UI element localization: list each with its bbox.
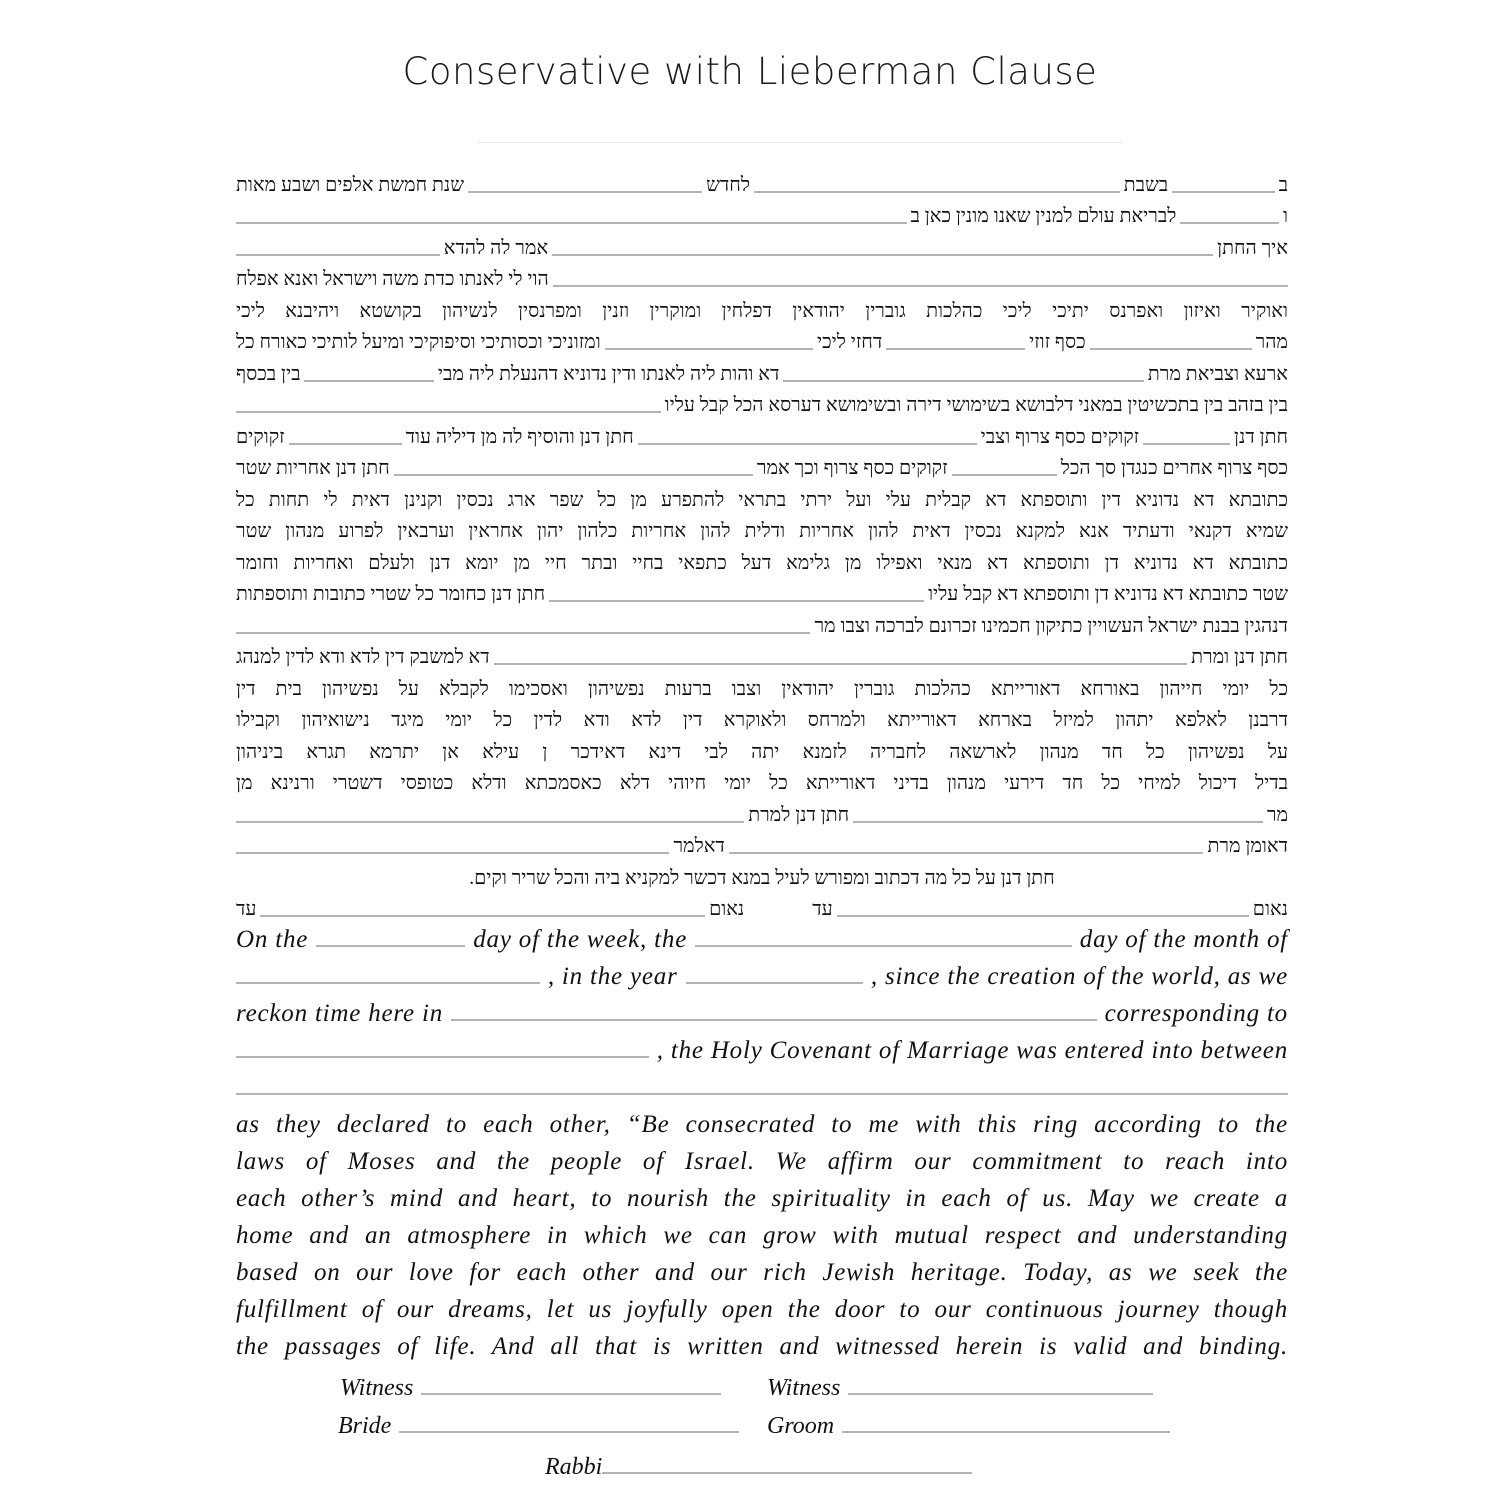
fill-in-blank-line bbox=[451, 1019, 1097, 1021]
text-segment: דאלמר bbox=[673, 836, 725, 857]
signature-bride bbox=[338, 1408, 739, 1440]
text-segment: זקוקים כסף צרוף וכך אמר bbox=[756, 458, 948, 479]
hebrew-line bbox=[236, 387, 1288, 419]
hebrew-line bbox=[236, 639, 1288, 671]
text-segment: חתן דנן למרת bbox=[748, 804, 850, 826]
hebrew-line bbox=[236, 733, 1288, 765]
text-segment: fulfillment of our dreams, let us joyfully open the door to our continuous journey though bbox=[236, 1296, 1288, 1323]
fill-in-blank-line bbox=[394, 474, 753, 476]
text-segment: ב bbox=[1278, 174, 1288, 196]
fill-in-blank-line bbox=[686, 982, 863, 984]
hebrew-line bbox=[236, 607, 1288, 639]
text-segment: נאום bbox=[709, 899, 745, 920]
text-segment: ו bbox=[1283, 206, 1288, 227]
hebrew-line bbox=[236, 450, 1288, 482]
text-segment: מהר bbox=[1255, 332, 1288, 353]
text-segment: כסף זוזי bbox=[1029, 332, 1086, 353]
text-segment: שמיא דקנאי ודעתיד אנא למקנא נכסין דאית להון אחריות ודלית להון אחריות כלהון יהון אחראין וערבאין לפרוע מנהון שטר bbox=[236, 521, 1288, 542]
witness-2-label: Witness bbox=[767, 1375, 841, 1401]
text-segment: On the bbox=[236, 926, 309, 953]
fill-in-blank-line bbox=[236, 254, 440, 256]
text-segment: דא למשבק דין לדא ודא לדין למנהג bbox=[236, 647, 490, 668]
hebrew-line bbox=[236, 702, 1288, 734]
text-segment: the passages of life. And all that is written and witnessed herein is valid and binding. bbox=[236, 1333, 1288, 1360]
english-paragraph-line bbox=[236, 1103, 1288, 1140]
hebrew-line bbox=[236, 292, 1288, 324]
text-segment: חתן דנן על כל מה דכתוב ומפורש לעיל במנא דכשר למקניא ביה והכל שריר וקים. bbox=[469, 867, 1055, 889]
hebrew-line bbox=[236, 481, 1288, 513]
text-segment: שנת חמשת אלפים ושבע מאות bbox=[236, 174, 465, 196]
fill-in-blank-line bbox=[552, 254, 1213, 256]
hebrew-line bbox=[236, 198, 1288, 230]
fill-in-blank-line bbox=[783, 380, 1144, 382]
text-segment: day of the month of bbox=[1079, 926, 1288, 953]
signature-rabbi bbox=[545, 1449, 972, 1481]
text-segment: חתן דנן כחומר כל שטרי כתובות ותוספתות bbox=[236, 584, 546, 605]
text-segment: זקוקים כסף צרוף וצבי bbox=[980, 426, 1140, 448]
text-segment: חתן דנן ומרת bbox=[1191, 647, 1288, 668]
witness-1-signature-line bbox=[421, 1393, 721, 1395]
fill-in-blank-line bbox=[260, 915, 705, 917]
text-segment: חתן דנן bbox=[1234, 426, 1288, 448]
groom-signature-line bbox=[842, 1431, 1170, 1433]
text-segment: חתן דנן אחריות שטר bbox=[236, 458, 390, 479]
text-segment: בין בזהב בין בתכשיטין במאני דלבושא בשימושי דירה ובשימושא דערסא הכל קבל עליו bbox=[664, 395, 1288, 416]
fill-in-blank-line bbox=[289, 443, 402, 445]
fill-in-blank-line bbox=[729, 852, 1204, 854]
hebrew-line bbox=[236, 544, 1288, 576]
text-segment: day of the week, the bbox=[473, 926, 688, 953]
hebrew-line bbox=[236, 513, 1288, 545]
hebrew-line bbox=[236, 261, 1288, 293]
text-segment: בשבת bbox=[1123, 174, 1169, 196]
text-segment: הוי לי לאנתו כדת משה וישראל ואנא אפלח bbox=[236, 269, 549, 290]
english-fill-line bbox=[236, 918, 1288, 955]
hebrew-line bbox=[236, 828, 1288, 860]
fill-in-blank-line bbox=[853, 821, 1263, 823]
text-segment: דנהגין בבנת ישראל העשויין כתיקון חכמינו זכרונם לברכה וצבו מר bbox=[814, 615, 1288, 637]
text-segment: איך החתן bbox=[1217, 237, 1288, 259]
fill-in-blank-line bbox=[236, 222, 907, 224]
text-segment: , in the year bbox=[547, 963, 678, 990]
text-segment: as they declared to each other, “Be consecrated to me with this ring according to the bbox=[236, 1111, 1288, 1138]
witness-1-label: Witness bbox=[340, 1375, 414, 1401]
text-segment: ואוקיר ואיזון ואפרנס יתיכי ליכי כהלכות גוברין יהודאין דפלחין ומוקרין וזנין ומפרנסין לנשיהון בקושטא ויהיבנא ליכי bbox=[236, 300, 1288, 322]
text-segment: דרבנן לאלפא יתהון למיזל בארחא דאורייתא ולמרחס ולאוקרא דין לדא ודא לדין כל יומי מיגד נישואיהון וקבילו bbox=[236, 710, 1288, 731]
text-segment: חתן דנן והוסיף לה מן דיליה עוד bbox=[405, 426, 634, 448]
fill-in-blank-line bbox=[837, 915, 1249, 917]
witness-2-signature-line bbox=[848, 1393, 1153, 1395]
fill-in-blank-line bbox=[549, 600, 924, 602]
fill-in-blank-line bbox=[553, 285, 1288, 287]
hebrew-line bbox=[236, 859, 1288, 891]
signature-groom bbox=[767, 1408, 1170, 1440]
hebrew-line bbox=[236, 670, 1288, 702]
text-segment: כתובתא דא נדוניא דין ותוספתא דא קבלית עלי ועל ירתי בתראי להתפרע מן כל שפר ארג נכסין וקנינן דאית לי תחות כל bbox=[236, 489, 1288, 511]
fill-in-blank-line bbox=[236, 1093, 1288, 1095]
fill-in-blank-line bbox=[1180, 222, 1279, 224]
english-paragraph-line bbox=[236, 1325, 1288, 1362]
text-segment: , the Holy Covenant of Marriage was entered into between bbox=[656, 1037, 1288, 1064]
fill-in-blank-line bbox=[494, 663, 1187, 665]
text-segment: כתובתא דא נדוניא דן ותוספתא דא מנאי ואפילו מן גלימא דעל כתפאי בחיי ובתר חיי מן יומא דנן ולעלם ואחריות וחומר bbox=[236, 552, 1288, 574]
text-segment: בדיל דיכול למיחי כל חד דירעי מנהון בדיני דאורייתא כל יומי חיוהי דלא כאסמכתא ודלא כטופסי דשטרי ורנינא מן bbox=[236, 773, 1288, 794]
page-title: Conservative with Lieberman Clause bbox=[402, 50, 1098, 93]
fill-in-blank-line bbox=[236, 982, 540, 984]
hebrew-line bbox=[236, 229, 1288, 261]
text-segment: כסף צרוף אחרים כנגדן סך הכל bbox=[1060, 458, 1288, 479]
text-segment: home and an atmosphere in which we can grow with mutual respect and understanding bbox=[236, 1222, 1288, 1249]
text-segment: each other’s mind and heart, to nourish the spirituality in each of us. May we create a bbox=[236, 1185, 1288, 1212]
hebrew-line bbox=[236, 166, 1288, 198]
english-paragraph-line bbox=[236, 1214, 1288, 1251]
bride-label: Bride bbox=[338, 1413, 392, 1439]
hebrew-line bbox=[236, 576, 1288, 608]
fill-in-blank-line bbox=[1172, 191, 1274, 193]
fill-in-blank-line bbox=[952, 474, 1057, 476]
rabbi-signature-line bbox=[602, 1472, 972, 1474]
hebrew-line bbox=[236, 796, 1288, 828]
text-segment: לבריאת עולם למנין שאנו מונין כאן ב bbox=[910, 206, 1177, 227]
fill-in-blank-line bbox=[468, 191, 702, 193]
fill-in-blank-line bbox=[236, 821, 744, 823]
text-segment: נאום bbox=[1252, 899, 1288, 920]
text-segment: עד bbox=[812, 899, 833, 920]
fill-in-blank-line bbox=[236, 852, 669, 854]
text-segment: , since the creation of the world, as we bbox=[870, 963, 1288, 990]
text-segment: זקוקים bbox=[236, 426, 285, 448]
text-segment: דחזי ליכי bbox=[817, 332, 883, 353]
english-paragraph-line bbox=[236, 1288, 1288, 1325]
text-segment: reckon time here in bbox=[236, 1000, 444, 1027]
text-segment: על נפשיהון כל חד מנהון לארשאה לחבריה לזמנא יתה לבי דינא דאידכר ן עילא אן יתרמא תגרא ביניהון bbox=[236, 741, 1288, 763]
fill-in-blank-line bbox=[605, 348, 813, 350]
signature-witness-1 bbox=[340, 1370, 721, 1402]
text-segment: בין בכסף bbox=[236, 363, 301, 385]
text-segment: corresponding to bbox=[1104, 1000, 1288, 1027]
hebrew-line bbox=[236, 355, 1288, 387]
text-segment: עד bbox=[236, 899, 257, 920]
rabbi-label: Rabbi bbox=[545, 1454, 603, 1480]
fill-in-blank-line bbox=[886, 348, 1025, 350]
text-segment: based on our love for each other and our rich Jewish heritage. Today, as we seek the bbox=[236, 1259, 1288, 1286]
fill-in-blank-line bbox=[236, 632, 810, 634]
english-fill-line bbox=[236, 992, 1288, 1029]
english-paragraph-line bbox=[236, 1251, 1288, 1288]
hebrew-line bbox=[236, 324, 1288, 356]
fill-in-blank-line bbox=[754, 191, 1120, 193]
fill-in-blank-line bbox=[1143, 443, 1230, 445]
text-segment: מר bbox=[1266, 804, 1288, 826]
text-segment: לחדש bbox=[706, 174, 750, 196]
text-segment: דא והות ליה לאנתו ודין נדוניא דהנעלת ליה מבי bbox=[437, 363, 780, 385]
english-ketubah-text bbox=[236, 918, 1288, 1362]
hebrew-line bbox=[236, 418, 1288, 450]
english-fill-line bbox=[236, 955, 1288, 992]
bride-signature-line bbox=[399, 1431, 739, 1433]
english-paragraph-line bbox=[236, 1177, 1288, 1214]
text-segment: ומזוניכי וכסותיכי וסיפוקיכי ומיעל לותיכי כאורח כל bbox=[235, 332, 601, 353]
signature-witness-2 bbox=[767, 1370, 1153, 1402]
groom-label: Groom bbox=[767, 1413, 835, 1439]
fill-in-blank-line bbox=[638, 443, 977, 445]
fill-in-blank-line bbox=[236, 411, 661, 413]
text-segment: דאומן מרת bbox=[1207, 836, 1288, 857]
english-paragraph-line bbox=[236, 1140, 1288, 1177]
text-segment: ארעא וצביאת מרת bbox=[1147, 363, 1288, 385]
fill-in-blank-line bbox=[304, 380, 433, 382]
fill-in-blank-line bbox=[695, 945, 1072, 947]
text-segment: laws of Moses and the people of Israel. We affirm our commitment to reach into bbox=[236, 1148, 1288, 1175]
text-segment: כל יומי חייהון באורחא דאורייתא כהלכות גוברין יהודאין וצבו ברעות נפשיהון ואסכימו לקבלא על נפשיהון בית דין bbox=[236, 678, 1288, 700]
hebrew-ketubah-text bbox=[236, 166, 1288, 922]
title-divider bbox=[478, 142, 1122, 143]
fill-in-blank-line bbox=[236, 1056, 649, 1058]
text-segment: שטר כתובתא דא נדוניא דן ותוספתא דא קבל עליו bbox=[928, 584, 1288, 605]
english-fill-line bbox=[236, 1066, 1288, 1103]
text-segment: אמר לה להדא bbox=[443, 237, 549, 259]
fill-in-blank-line bbox=[1090, 348, 1252, 350]
hebrew-line bbox=[236, 765, 1288, 797]
fill-in-blank-line bbox=[316, 945, 465, 947]
english-fill-line bbox=[236, 1029, 1288, 1066]
